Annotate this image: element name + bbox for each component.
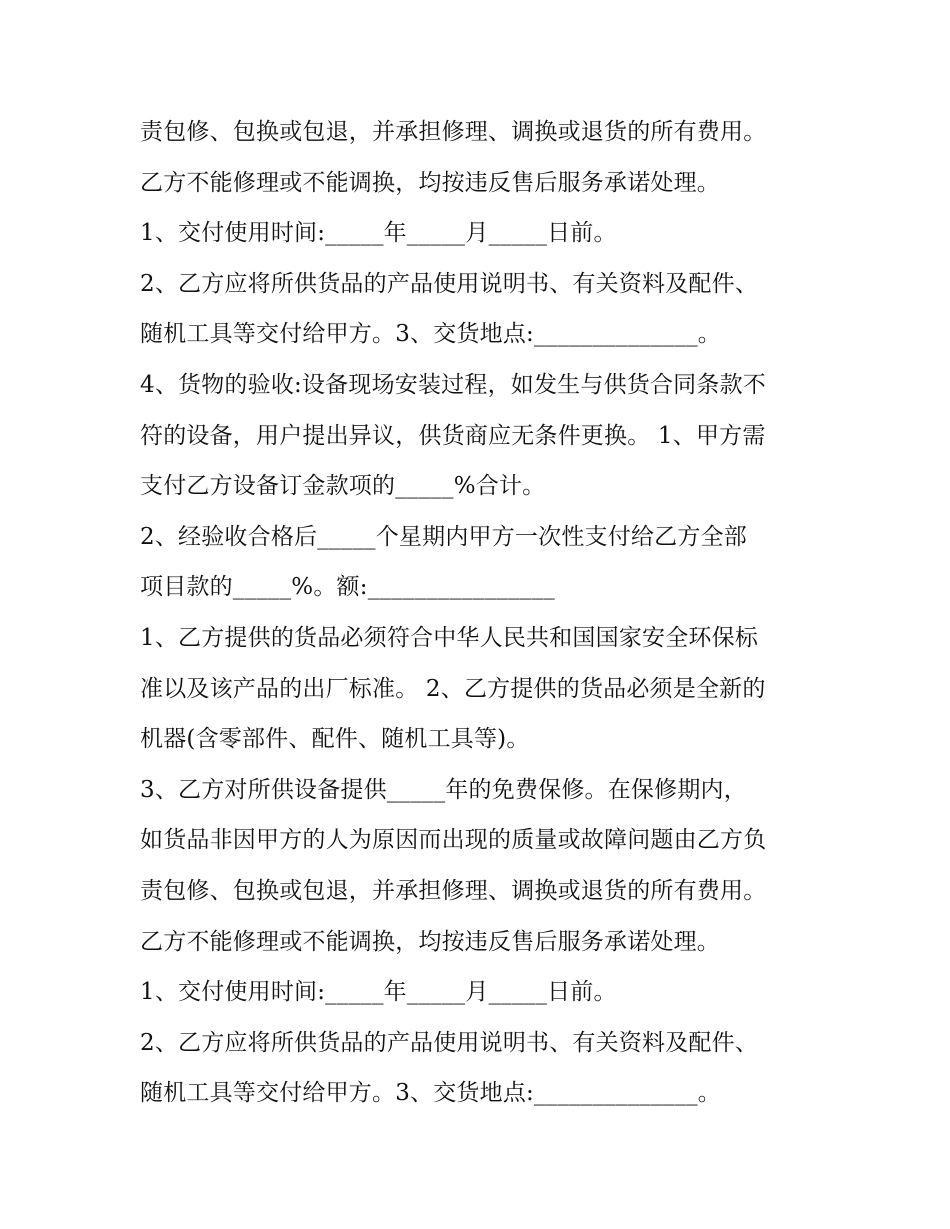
text-line: 乙方不能修理或不能调换，均按违反售后服务承诺处理。 <box>140 169 720 196</box>
text-line: 4、货物的验收:设备现场安装过程，如发生与供货合同条款不 <box>140 371 766 398</box>
text-line: 3、乙方对所供设备提供_____年的免费保修。在保修期内， <box>140 776 747 803</box>
text-line: 责包修、包换或包退，并承担修理、调换或退货的所有费用。 <box>140 119 767 145</box>
text-line: 责包修、包换或包退，并承担修理、调换或退货的所有费用。 <box>140 877 767 904</box>
text-line: 项目款的_____%。额:________________ <box>140 574 555 601</box>
text-line: 1、交付使用时间:_____年_____月_____日前。 <box>140 979 617 1006</box>
text-line: 机器(含零部件、配件、随机工具等)。 <box>140 726 530 753</box>
text-line: 如货品非因甲方的人为原因而出现的质量或故障问题由乙方负 <box>140 827 767 854</box>
text-line: 2、经验收合格后_____个星期内甲方一次性支付给乙方全部 <box>140 523 747 550</box>
text-line: 准以及该产品的出厂标准。 2、乙方提供的货品必须是全新的 <box>140 675 766 702</box>
text-line: 随机工具等交付给甲方。3、交货地点:______________。 <box>140 1080 721 1107</box>
text-line: 2、乙方应将所供货品的产品使用说明书、有关资料及配件、 <box>140 270 759 297</box>
text-line: 支付乙方设备订金款项的_____%合计。 <box>140 473 546 500</box>
text-line: 2、乙方应将所供货品的产品使用说明书、有关资料及配件、 <box>140 1029 759 1056</box>
text-line: 符的设备，用户提出异议，供货商应无条件更换。 1、甲方需 <box>140 422 766 449</box>
document-body <box>140 107 830 1119</box>
text-line: 乙方不能修理或不能调换，均按违反售后服务承诺处理。 <box>140 928 720 955</box>
text-line: 1、乙方提供的货品必须符合中华人民共和国国家安全环保标 <box>140 624 759 651</box>
text-line: 随机工具等交付给甲方。3、交货地点:______________。 <box>140 321 721 348</box>
text-line: 1、交付使用时间:_____年_____月_____日前。 <box>140 220 617 247</box>
